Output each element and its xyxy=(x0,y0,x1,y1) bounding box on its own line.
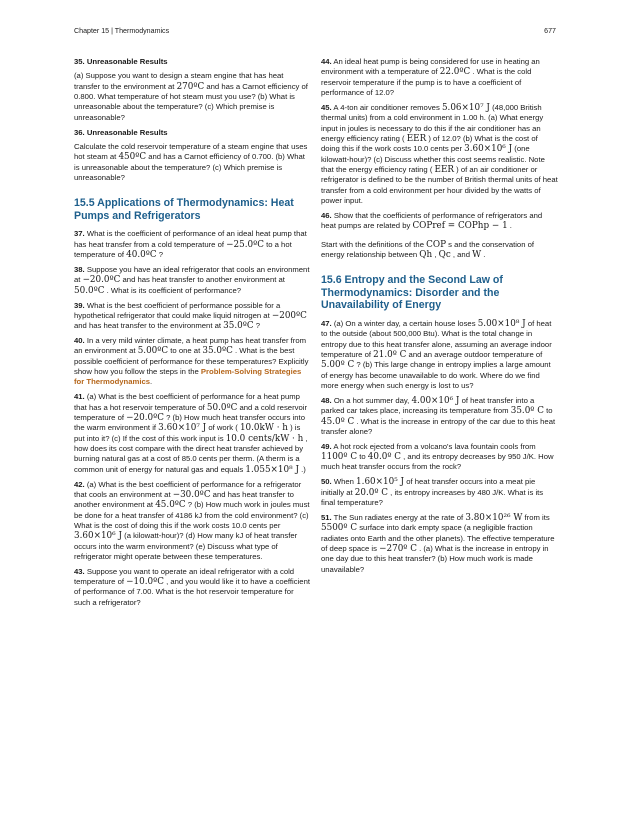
text-run: (a) On a winter day, a certain house loses xyxy=(331,318,478,328)
page-number: 677 xyxy=(544,27,556,35)
chapter-title: Chapter 15 | Thermodynamics xyxy=(74,27,170,35)
text-run: (a kilowatt-hour)? (d) How many kJ of heat transfer occurs into the warm environment? (e) Discuss what type of refrigerator might operate between these temperatures. xyxy=(74,531,298,561)
text-run: A 4-ton air conditioner removes xyxy=(331,102,442,112)
text-run: ) of 12.0? (b) What is the cost of doing this if the work costs 10.0 cents per xyxy=(321,133,538,154)
math: 1100º C xyxy=(321,452,358,463)
math: 5.00×10⁸ J xyxy=(477,318,526,329)
math: EER xyxy=(406,133,427,144)
problem-47 xyxy=(321,319,558,391)
problem-46 xyxy=(321,211,558,232)
text-run: ) is put into it? (c) If the cost of this work input is xyxy=(74,423,301,443)
math: 5.06×10⁷ J xyxy=(441,102,490,113)
text-run: and an average outdoor temperature of xyxy=(406,350,543,359)
math: 22.0ºC xyxy=(439,67,471,78)
text-run: to a hot temperature of xyxy=(74,239,292,260)
problem-36-heading: 36. Unreasonable Results xyxy=(74,127,168,137)
math: 5.00ºC xyxy=(137,346,169,357)
math: 450ºC xyxy=(118,152,147,163)
math: 10.0kW · h xyxy=(239,423,288,434)
text-run: and has a Carnot efficiency of 0.700. (b) What is unreasonable about the temperature? (c) Which premise is unreasonable? xyxy=(74,152,305,182)
text-run: A hot rock ejected from a volcano's lava fountain cools from xyxy=(331,441,536,451)
problem-51 xyxy=(321,513,558,575)
problem-48 xyxy=(321,396,558,437)
problem-38 xyxy=(74,265,311,296)
math: 270ºC xyxy=(176,81,205,92)
math: 45.0ºC xyxy=(155,500,186,511)
problem-45 xyxy=(321,103,558,206)
math: −25.0ºC xyxy=(226,239,264,250)
problem-number: 51. xyxy=(321,512,332,522)
text-run: and has a Carnot efficiency of 0.800. What temperature of hot steam must you use? (b) What is unreasonable about the temperature? (c) Which premise is unreasonable? xyxy=(74,81,308,122)
problem-50 xyxy=(321,477,558,508)
text-run: and has heat transfer to the environment at xyxy=(74,321,224,331)
text-run: ? (b) How much work in joules must be done for a heat transfer of 4186 kJ from the cold environment? (c) What is the cost of doing this if the work costs 10.0 cents per xyxy=(74,500,310,530)
text-run: . What is its coefficient of performance? xyxy=(104,285,242,295)
text-run: of heat to the outside (about 500,000 Btu). What is the total change in entropy due to this heat transfer alone, assuming an average indoor temperature of xyxy=(321,318,552,359)
text-run: . What is the cold reservoir temperature if the pump is to have a coefficient of performance of 12.0? xyxy=(321,67,532,98)
text-run: (48,000 British thermal units) from a cold environment in 1.00 h. (a) What energy input in joules is necessary to do this if the air conditioner has an energy efficiency rating ( xyxy=(321,102,544,143)
problem-number: 45. xyxy=(321,102,332,112)
problem-41 xyxy=(74,392,311,475)
text-run: On a hot summer day, xyxy=(331,395,412,405)
text-run: The Sun radiates energy at the rate of xyxy=(331,512,466,522)
math: 3.80×10²⁶ W xyxy=(465,512,523,523)
math: 4.00×10⁶ J xyxy=(411,395,460,406)
problem-number: 46. xyxy=(321,210,332,220)
text-run: (one kilowatt-hour)? (c) Discuss whether this cost seems realistic. Note that the energy efficiency rating ( xyxy=(321,144,545,174)
page-header xyxy=(74,27,556,35)
problem-36 xyxy=(74,142,311,183)
math: 21.0º C xyxy=(373,350,407,360)
text-run: . What is the best possible coefficient of performance for these temperatures? Explicitly show how you follow the steps in the xyxy=(74,346,309,377)
problem-number: 50. xyxy=(321,477,332,487)
problem-number: 44. xyxy=(321,57,332,66)
math: −270º C xyxy=(379,543,417,554)
problem-number: 39. xyxy=(74,300,85,310)
math: 1.055×10⁸ J xyxy=(245,464,299,475)
text-run: Show that the coefficients of performance of refrigerators and heat pumps are related by xyxy=(321,210,543,231)
text-run: What is the coefficient of performance of an ideal heat pump that has heat transfer from a cold temperature of xyxy=(74,229,307,249)
math: Qh xyxy=(419,249,433,260)
text-run: An ideal heat pump is being considered for use in heating an environment with a temperature of xyxy=(321,57,540,77)
problem-number: 47. xyxy=(321,318,332,328)
text-run: surface into dark empty space (a negligible fraction radiates onto Earth and the other planets). The effective temperature of deep space is xyxy=(321,523,555,553)
problem-43 xyxy=(74,567,311,608)
math: EER xyxy=(434,164,454,175)
math: COP xyxy=(426,239,446,250)
math: 1.60×10⁵ J xyxy=(356,477,405,488)
math: 5500º C xyxy=(321,523,358,534)
text-run: Calculate the cold reservoir temperature of a steam engine that uses hot steam at xyxy=(74,141,308,162)
problem-35 xyxy=(74,71,311,123)
text-run: . What is the increase in entropy of the car due to this heat transfer alone? xyxy=(321,416,556,436)
text-run: . xyxy=(481,249,486,259)
text-run: of work ( xyxy=(206,423,240,433)
text-run: to xyxy=(357,452,368,462)
text-run: . xyxy=(150,377,153,387)
math: −30.0ºC xyxy=(172,489,211,500)
strategy-link[interactable]: Problem-Solving Strategies for Thermodynamics xyxy=(74,367,302,387)
text-run: .) xyxy=(298,464,306,474)
math: −20.0ºC xyxy=(126,412,164,423)
text-run: to xyxy=(543,406,553,416)
text-run: (a) What is the best coefficient of performance for a heat pump that has a hot reservoir temperature of xyxy=(74,392,300,412)
text-run: . xyxy=(507,221,512,231)
text-run: (a) Suppose you want to design a steam engine that has heat transfer to the environment at xyxy=(74,71,284,91)
math: −10.0ºC xyxy=(126,577,164,588)
math: 5.00º C xyxy=(321,360,355,371)
text-run: from its xyxy=(522,512,550,522)
section-heading-15-6: 15.6 Entropy and the Second Law of Thermodynamics: Disorder and the Unavailability of Energy xyxy=(321,274,503,312)
math: 40.0º C xyxy=(367,452,402,463)
problem-49 xyxy=(321,442,558,473)
text-run: of heat transfer into a parked car takes place, increasing its temperature from xyxy=(321,395,535,416)
text-run: Suppose you want to operate an ideal refrigerator with a cold temperature of xyxy=(74,566,295,587)
math: COPref = COPhp − 1 xyxy=(412,221,508,232)
text-run: and a cold reservoir temperature of xyxy=(74,402,308,422)
text-run: (a) What is the best coefficient of performance for a refrigerator that cools an environment at xyxy=(74,479,302,499)
math: 45.0º C xyxy=(321,416,355,427)
math: 50.0ºC xyxy=(74,285,105,296)
text-run: , its entropy increases by 480 J/K. What is its final temperature? xyxy=(321,487,544,507)
text-run: s and the conservation of energy relationship between xyxy=(321,239,535,259)
problem-35-heading: 35. Unreasonable Results xyxy=(74,57,168,66)
math: −20.0ºC xyxy=(82,275,121,286)
problem-number: 43. xyxy=(74,566,85,576)
math: 35.0º C xyxy=(510,406,544,417)
text-run: , xyxy=(432,249,439,259)
problem-40 xyxy=(74,336,311,388)
math: 40.0ºC xyxy=(126,250,157,261)
text-run: , and xyxy=(450,249,473,259)
text-run: When xyxy=(331,477,357,487)
text-run: ? xyxy=(253,321,261,331)
text-run: , and you would like it to have a coefficient of performance of 7.00. What is the hot reservoir temperature for such a refrigerator? xyxy=(74,577,310,607)
problem-number: 41. xyxy=(74,392,85,402)
text-run: ? (b) This large change in entropy implies a large amount of energy has become unavailable to do work. Where do we find more energy when such energy is lost to us? xyxy=(321,360,551,391)
text-run: ) of an air conditioner or refrigerator is defined to be the number of British thermal units of heat transfer from a cold environment per hour divided by the watts of power input. xyxy=(321,164,558,205)
math: W xyxy=(472,249,482,260)
problem-number: 38. xyxy=(74,265,85,274)
text-run: ? xyxy=(156,250,164,260)
math: −200ºC xyxy=(271,310,307,321)
text-run: , how does its cost compare with the direct heat transfer achieved by burning natural gas at a cost of 85.0 cents per therm. (A therm is a common unit of energy for natural gas and equals xyxy=(74,433,308,474)
text-run: Start with the definitions of the xyxy=(321,239,427,249)
text-run: In a very mild winter climate, a heat pump has heat transfer from an environment at xyxy=(74,336,307,356)
text-run: . (a) What is the increase in entropy in one day due to this heat transfer? (b) How much work is made unavailable? xyxy=(321,543,549,574)
math: 20.0º C xyxy=(354,487,389,498)
problem-46-hint xyxy=(321,240,558,261)
section-heading-15-5: 15.5 Applications of Thermodynamics: Heat Pumps and Refrigerators xyxy=(74,197,294,222)
math: 3.60×10⁷ J xyxy=(158,423,207,434)
text-run: and has heat transfer to another environment at xyxy=(120,275,285,285)
text-run: What is the best coefficient of performance possible for a hypothetical refrigerator that could make liquid nitrogen at xyxy=(74,300,281,320)
text-run: Suppose you have an ideal refrigerator that cools an environment at xyxy=(74,265,310,285)
problem-number: 40. xyxy=(74,336,85,346)
math: 3.60×10⁶ J xyxy=(74,531,123,542)
math: 35.0ºC xyxy=(223,321,254,332)
math: 50.0ºC xyxy=(206,402,238,413)
right-column xyxy=(321,57,558,579)
left-column xyxy=(74,57,311,613)
problem-number: 49. xyxy=(321,441,332,451)
problem-number: 37. xyxy=(74,229,85,239)
problem-44 xyxy=(321,57,558,98)
math: Qc xyxy=(438,249,451,260)
text-run: ? (b) How much heat transfer occurs into the warm environment if xyxy=(74,412,305,433)
text-run: to one at xyxy=(168,346,203,356)
problem-39 xyxy=(74,301,311,332)
problem-37 xyxy=(74,229,311,260)
problem-number: 42. xyxy=(74,479,85,489)
problem-42 xyxy=(74,480,311,563)
text-run: , and its entropy decreases by 950 J/K. How much heat transfer occurs from the rock? xyxy=(321,452,554,472)
math: 3.60×10⁶ J xyxy=(464,144,513,155)
math: 35.0ºC xyxy=(202,346,233,357)
text-run: and has heat transfer to another environment at xyxy=(74,489,294,510)
text-run: of heat transfer occurs into a meat pie initially at xyxy=(321,477,536,497)
math: 10.0 cents/kW · h xyxy=(225,433,304,444)
problem-number: 48. xyxy=(321,395,332,405)
